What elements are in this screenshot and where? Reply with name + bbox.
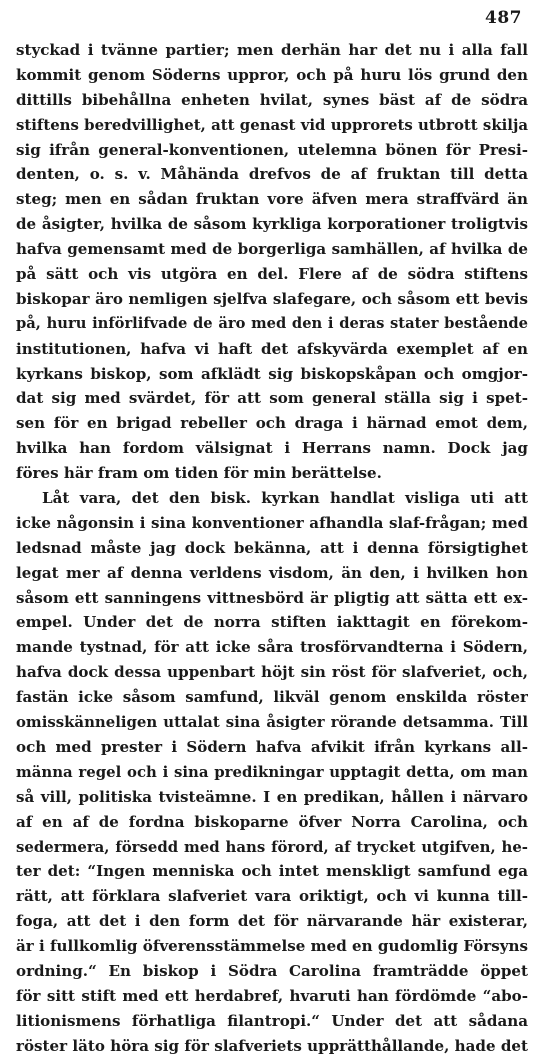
text-line: sedermera, försedd med hans förord, af trycket utgifven, he- xyxy=(16,837,528,856)
text-line: röster läto höra sig för slafveriets upprätthållande, hade det xyxy=(16,1036,528,1055)
text-line: de åsigter, hvilka de såsom kyrkliga korporationer troligtvis xyxy=(16,215,528,234)
text-line: såsom ett sanningens vittnesbörd är pligtig att sätta ett ex- xyxy=(16,588,528,607)
paragraph-1 xyxy=(16,38,528,486)
text-line: steg; men en sådan fruktan vore äfven mera straffvärd än xyxy=(16,190,528,209)
text-line: ter det: “Ingen menniska och intet menskligt samfund ega xyxy=(16,862,528,881)
text-line: föres här fram om tiden för min berättelse. xyxy=(16,464,382,483)
page-number: 487 xyxy=(485,8,522,28)
text-line: kyrkans biskop, som afklädt sig biskopskåpan och omgjor- xyxy=(16,364,528,383)
text-line: och med prester i Södern hafva afvikit ifrån kyrkans all- xyxy=(16,737,528,756)
text-line: hvilka han fordom välsignat i Herrans namn. Dock jag xyxy=(16,439,528,458)
text-line: på sätt och vis utgöra en del. Flere af de södra stiftens xyxy=(16,265,528,284)
text-line: styckad i tvänne partier; men derhän har det nu i alla fall xyxy=(16,41,528,59)
text-line: så vill, politiska tvisteämne. I en predikan, hållen i närvaro xyxy=(16,787,528,806)
text-line: sen för en brigad rebeller och draga i härnad emot dem, xyxy=(16,414,528,433)
text-line: empel. Under det de norra stiften iakttagit en förekom- xyxy=(16,613,528,632)
text-line: är i fullkomlig öfverensstämmelse med en gudomlig Försyns xyxy=(16,937,528,956)
text-line: biskopar äro nemligen sjelfva slafegare, och såsom ett bevis xyxy=(16,289,528,308)
text-line: männa regel och i sina predikningar upptagit detta, om man xyxy=(16,762,528,781)
text-line: kommit genom Söderns uppror, och på huru lös grund den xyxy=(16,65,528,84)
text-line: på, huru införlifvade de äro med den i deras stater bestående xyxy=(16,314,528,332)
text-line: af en af de fordna biskoparne öfver Norra Carolina, och xyxy=(16,812,528,831)
text-line: fastän icke såsom samfund, likväl genom enskilda röster xyxy=(16,688,528,707)
text-line: icke någonsin i sina konventioner afhandla slaf-frågan; med xyxy=(16,513,528,532)
body-text xyxy=(16,38,528,1059)
text-line: hafva dock dessa uppenbart höjt sin röst för slafveriet, och, xyxy=(16,663,528,682)
text-line: legat mer af denna verldens visdom, än den, i hvilken hon xyxy=(16,563,528,582)
text-line: mande tystnad, för att icke såra trosförvandterna i Södern, xyxy=(16,638,528,657)
text-line: sig ifrån general-konventionen, utelemna bönen för Presi- xyxy=(16,140,528,159)
text-line: Låt vara, det den bisk. kyrkan handlat visliga uti att xyxy=(42,489,528,508)
text-line: dat sig med svärdet, för att som general ställa sig i spet- xyxy=(16,389,528,408)
text-line: för sitt stift med ett herdabref, hvaruti han fördömde “abo- xyxy=(16,986,528,1005)
text-line: hafva gemensamt med de borgerliga samhällen, af hvilka de xyxy=(16,240,528,259)
text-line: ledsnad måste jag dock bekänna, att i denna försigtighet xyxy=(16,538,528,557)
text-line: litionismens förhatliga filantropi.“ Under det att sådana xyxy=(16,1011,528,1030)
text-line: denten, o. s. v. Måhända drefvos de af fruktan till detta xyxy=(16,165,528,184)
text-line: dittills bibehållna enheten hvilat, synes bäst af de södra xyxy=(16,90,528,109)
text-line: omisskänneligen uttalat sina åsigter rörande detsamma. Till xyxy=(16,713,528,732)
text-line: ordning.“ En biskop i Södra Carolina framträdde öppet xyxy=(16,961,528,980)
text-line: rätt, att förklara slafveriet vara oriktigt, och vi kunna till- xyxy=(16,887,528,906)
text-line: stiftens beredvillighet, att genast vid upprorets utbrott skilja xyxy=(16,115,528,134)
paragraph-2 xyxy=(16,486,528,1058)
text-line: foga, att det i den form det för närvarande här existerar, xyxy=(16,912,528,931)
text-line: institutionen, hafva vi haft det afskyvärda exemplet af en xyxy=(16,339,528,358)
